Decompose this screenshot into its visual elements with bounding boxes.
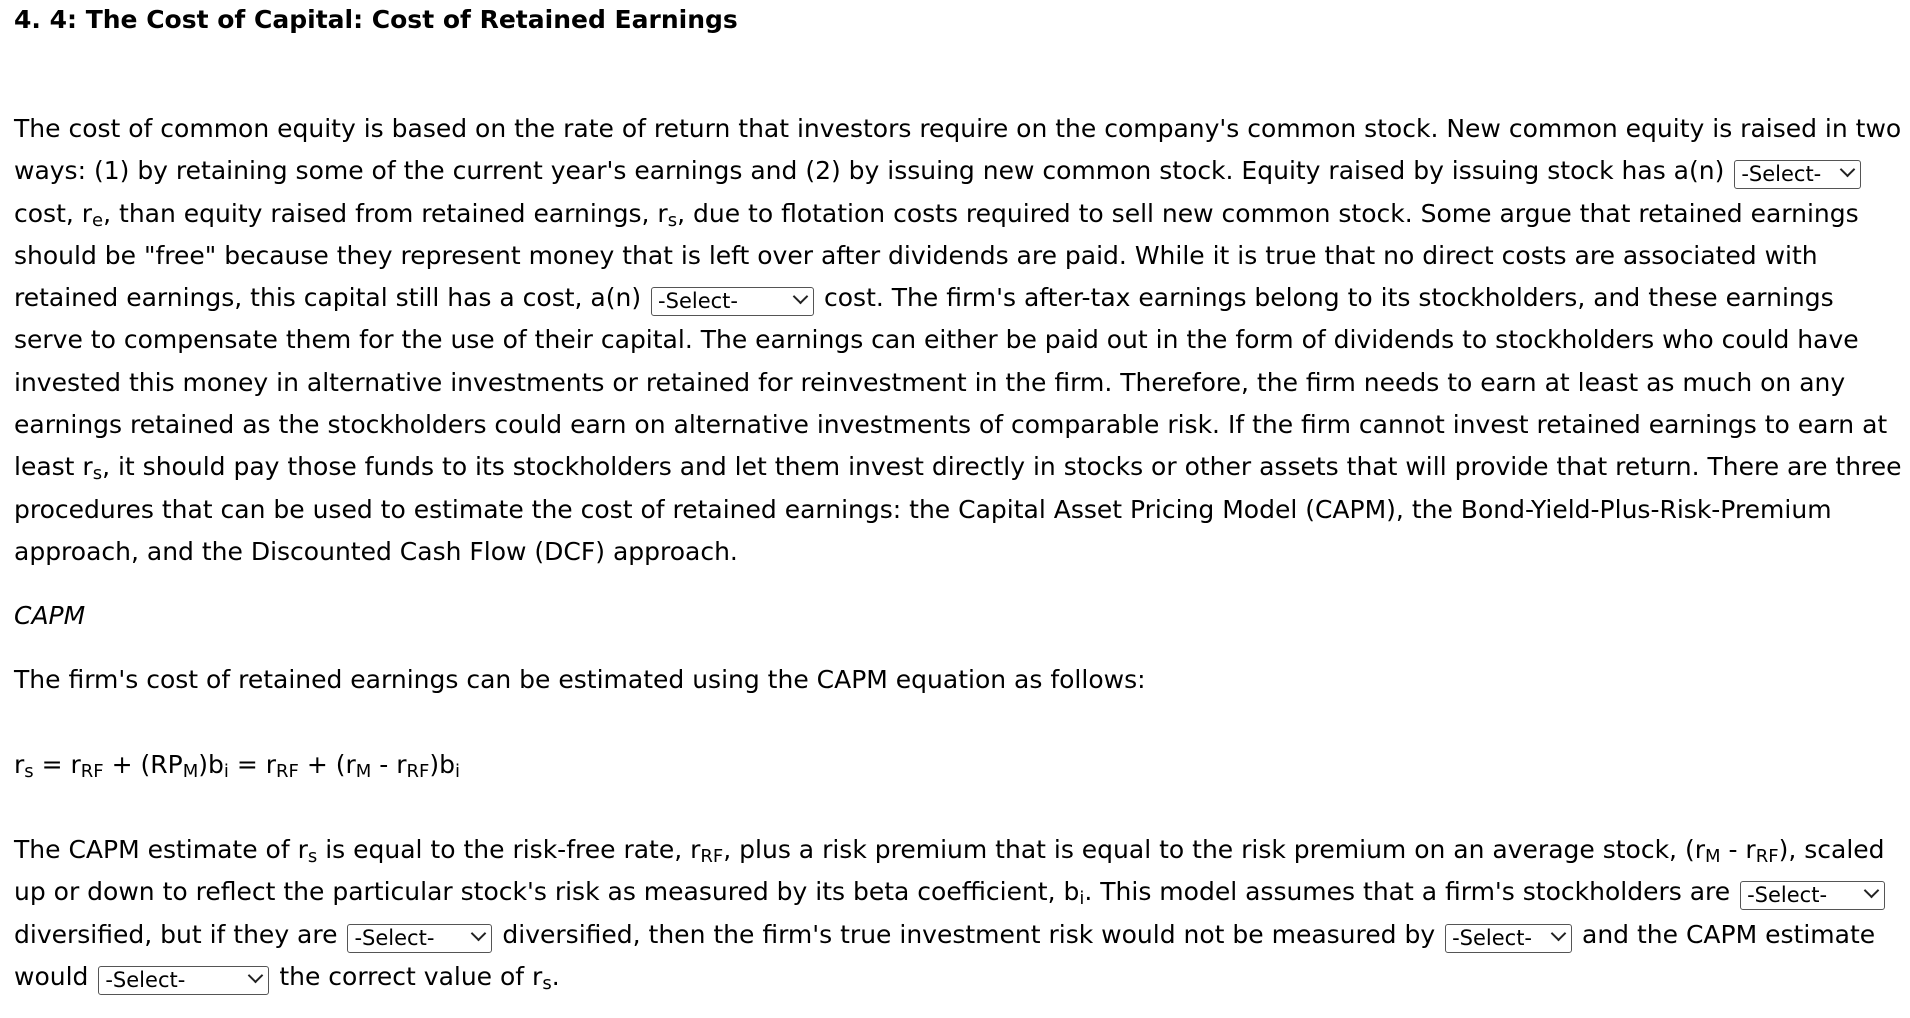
- eq-close-b-2: )b: [429, 750, 456, 779]
- capm-sub-m: M: [1704, 845, 1721, 867]
- chevron-down-icon: [1840, 162, 1856, 178]
- capm-explanation: [14, 829, 1904, 998]
- intro-sub-s1: s: [667, 209, 678, 231]
- capm-estimate-select[interactable]: [98, 966, 269, 995]
- capm-equation: [14, 744, 460, 786]
- capm-text-8: diversified, then the firm's true investment risk would not be measured by: [502, 919, 1436, 949]
- intro-text-3: , than equity raised from retained earnings, r: [103, 198, 668, 228]
- capm-text-11: .: [551, 961, 560, 991]
- capm-text-6: . This model assumes that a firm's stockholders are: [1084, 877, 1731, 907]
- risk-measure-select-value: -Select-: [1452, 925, 1533, 950]
- eq-sub-s: s: [24, 760, 34, 782]
- intro-paragraph: [14, 108, 1904, 573]
- capm-intro: The firm's cost of retained earnings can be estimated using the CAPM equation as follows:: [14, 665, 1146, 694]
- risk-measure-select[interactable]: [1445, 924, 1572, 953]
- retained-cost-type-select-value: -Select-: [658, 289, 738, 314]
- eq-equals-2: =: [228, 750, 266, 779]
- eq-r-rf-3: r: [396, 750, 407, 779]
- chevron-down-icon: [793, 289, 809, 305]
- if-they-are-select-value: -Select-: [354, 925, 435, 950]
- eq-plus-2: +: [298, 750, 336, 779]
- capm-text-1: The CAPM estimate of r: [14, 835, 308, 864]
- capm-sub-rf1: RF: [700, 845, 724, 867]
- eq-rp-open: (RP: [140, 750, 183, 779]
- eq-sub-rf-1: RF: [80, 760, 104, 782]
- intro-text-1: The cost of common equity is based on the rate of return that investors require on the company's common stock. New common equity is raised in two ways: (1) by retaining some of the current year's earnings and (2) by issuing new common stock. Equity raised by issuing stock has a(n): [14, 114, 1902, 186]
- stockholders-diversified-select-value: -Select-: [1747, 883, 1828, 908]
- capm-text-2: is equal to the risk-free rate, r: [317, 835, 701, 864]
- eq-equals-1: =: [33, 750, 71, 779]
- eq-open-rm: (r: [335, 750, 356, 779]
- eq-sub-rf-3: RF: [406, 760, 430, 782]
- eq-plus-1: +: [103, 750, 141, 779]
- eq-sub-rf-2: RF: [276, 760, 299, 782]
- eq-sub-m-2: M: [355, 760, 372, 782]
- capm-heading: CAPM: [14, 601, 86, 630]
- capm-text-7: diversified, but if they are: [14, 919, 338, 949]
- intro-text-4: , due to flotation costs required to sell new common stock. Some argue that retained earnings should be "free" because they represent money that is left over after dividends are paid. While it is true that no direct costs are associated with retained earnings, this capital still has a cost, a(n): [14, 198, 1859, 313]
- capm-sub-rf2: RF: [1755, 845, 1779, 867]
- cost-comparison-select[interactable]: [1734, 160, 1861, 189]
- capm-text-4: - r: [1720, 835, 1756, 864]
- chevron-down-icon: [1551, 925, 1567, 941]
- cost-comparison-select-value: -Select-: [1741, 162, 1822, 187]
- capm-text-5: ), scaled up or down to reflect the particular stock's risk as measured by its beta coefficient, b: [14, 835, 1885, 907]
- intro-text-2: cost, r: [14, 198, 93, 228]
- capm-text-10: the correct value of r: [279, 961, 543, 991]
- capm-text-9: and the CAPM estimate would: [14, 919, 1876, 991]
- intro-text-6: , it should pay those funds to its stockholders and let them invest directly in stocks or other assets that will provide that return. There are three procedures that can be used to estimate the cost of retained earnings: the Capital Asset Pricing Model (CAPM), the Bond-Yield-Plus-Risk-Premium approach, and the Discounted Cash Flow (DCF) approach.: [14, 452, 1902, 566]
- intro-sub-e: e: [92, 209, 104, 231]
- eq-r-rf-1: r: [70, 750, 81, 779]
- eq-r-s: r: [14, 750, 25, 779]
- stockholders-diversified-select[interactable]: [1740, 881, 1885, 910]
- capm-estimate-select-value: -Select-: [105, 967, 186, 992]
- eq-minus: -: [371, 750, 397, 779]
- retained-cost-type-select[interactable]: [651, 287, 814, 316]
- capm-sub-s1: s: [307, 845, 318, 867]
- chevron-down-icon: [248, 968, 264, 984]
- eq-sub-i-2: i: [455, 760, 461, 782]
- capm-text-3: , plus a risk premium that is equal to the risk premium on an average stock, (r: [723, 835, 1705, 864]
- capm-sub-s2: s: [542, 972, 552, 994]
- chevron-down-icon: [471, 925, 487, 941]
- page-title: 4. 4: The Cost of Capital: Cost of Retained Earnings: [14, 5, 738, 34]
- capm-sub-i: i: [1079, 888, 1085, 910]
- if-they-are-select[interactable]: [347, 924, 492, 953]
- eq-sub-i-1: i: [223, 760, 229, 782]
- chevron-down-icon: [1864, 883, 1880, 899]
- intro-text-5: cost. The firm's after-tax earnings belong to its stockholders, and these earnings serve to compensate them for the use of their capital. The earnings can either be paid out in the form of dividends to stockholders who could have invested this money in alternative investments or retained for reinvestment in the firm. Therefore, the firm needs to earn at least as much on any earnings retained as the stockholders could earn on alternative investments of comparable risk. If the firm cannot invest retained earnings to earn at least r: [14, 283, 1888, 482]
- eq-r-rf-2: r: [265, 750, 277, 779]
- intro-sub-s2: s: [92, 463, 103, 485]
- eq-close-b-1: )b: [198, 750, 224, 779]
- eq-sub-m-1: M: [182, 760, 199, 782]
